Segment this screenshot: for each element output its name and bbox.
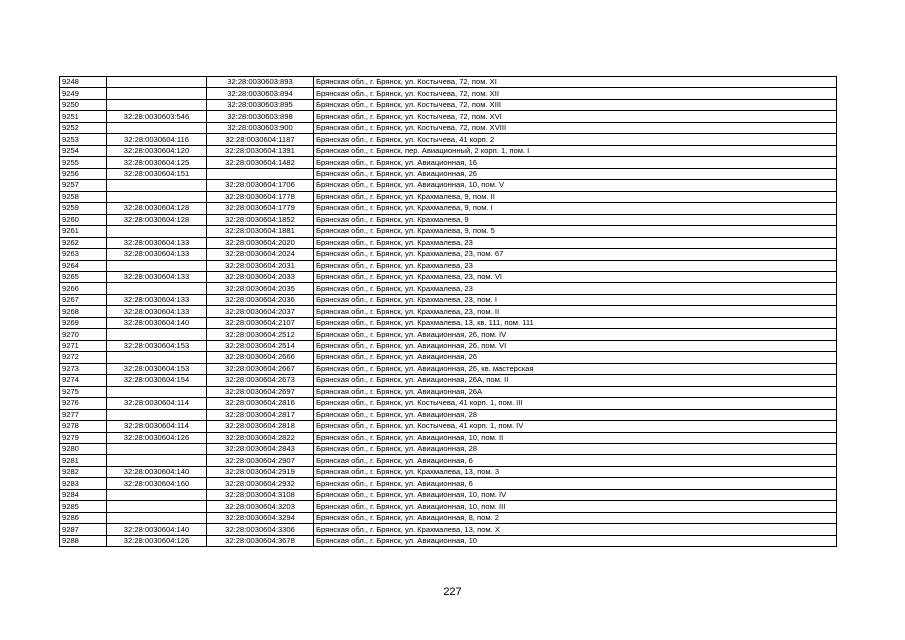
registry-table xyxy=(59,76,837,547)
cadastral-number-cell: 32:28:0030604:2033 xyxy=(207,271,314,282)
previous-cadastral-number-cell: 32:28:0030604:140 xyxy=(107,524,207,535)
address-cell: Брянская обл., г. Брянск, ул. Костычева, 72, пом. XIII xyxy=(314,99,837,110)
row-number-cell: 9286 xyxy=(60,512,107,523)
table-row xyxy=(60,168,837,179)
cadastral-number-cell: 32:28:0030604:2036 xyxy=(207,294,314,305)
cadastral-number-cell: 32:28:0030604:2843 xyxy=(207,444,314,455)
table-row xyxy=(60,375,837,386)
previous-cadastral-number-cell: 32:28:0030604:120 xyxy=(107,145,207,156)
previous-cadastral-number-cell xyxy=(107,99,207,110)
cadastral-number-cell: 32:28:0030603:894 xyxy=(207,88,314,99)
address-cell: Брянская обл., г. Брянск, ул. Крахмалева, 23 xyxy=(314,260,837,271)
previous-cadastral-number-cell: 32:28:0030604:114 xyxy=(107,421,207,432)
address-cell: Брянская обл., г. Брянск, ул. Авиационная, 10 xyxy=(314,535,837,546)
row-number-cell: 9278 xyxy=(60,421,107,432)
row-number-cell: 9248 xyxy=(60,77,107,88)
address-cell: Брянская обл., г. Брянск, ул. Костычева, 72, пом. XVI xyxy=(314,111,837,122)
previous-cadastral-number-cell: 32:28:0030604:140 xyxy=(107,466,207,477)
table-row xyxy=(60,501,837,512)
row-number-cell: 9266 xyxy=(60,283,107,294)
address-cell: Брянская обл., г. Брянск, пер. Авиационный, 2 корп. 1, пом. I xyxy=(314,145,837,156)
address-cell: Брянская обл., г. Брянск, ул. Крахмалева, 13, пом. X xyxy=(314,524,837,535)
cadastral-number-cell: 32:28:0030604:2919 xyxy=(207,466,314,477)
cadastral-number-cell: 32:28:0030604:2667 xyxy=(207,363,314,374)
previous-cadastral-number-cell xyxy=(107,329,207,340)
previous-cadastral-number-cell xyxy=(107,283,207,294)
row-number-cell: 9256 xyxy=(60,168,107,179)
address-cell: Брянская обл., г. Брянск, ул. Авиационная, 16 xyxy=(314,157,837,168)
previous-cadastral-number-cell: 32:28:0030604:153 xyxy=(107,340,207,351)
cadastral-number-cell: 32:28:0030604:2020 xyxy=(207,237,314,248)
address-cell: Брянская обл., г. Брянск, ул. Крахмалева, 23 xyxy=(314,283,837,294)
previous-cadastral-number-cell xyxy=(107,501,207,512)
cadastral-number-cell: 32:28:0030604:2512 xyxy=(207,329,314,340)
previous-cadastral-number-cell xyxy=(107,455,207,466)
table-row xyxy=(60,489,837,500)
address-cell: Брянская обл., г. Брянск, ул. Крахмалева, 13, кв. 111, пом. 111 xyxy=(314,317,837,328)
table-row xyxy=(60,455,837,466)
address-cell: Брянская обл., г. Брянск, ул. Авиационная, 28 xyxy=(314,444,837,455)
row-number-cell: 9265 xyxy=(60,271,107,282)
address-cell: Брянская обл., г. Брянск, ул. Крахмалева, 23, пом. VI xyxy=(314,271,837,282)
table-row xyxy=(60,466,837,477)
previous-cadastral-number-cell: 32:28:0030604:125 xyxy=(107,157,207,168)
address-cell: Брянская обл., г. Брянск, ул. Авиационная, 10, пом. IV xyxy=(314,489,837,500)
cadastral-number-cell: 32:28:0030604:1779 xyxy=(207,203,314,214)
previous-cadastral-number-cell xyxy=(107,88,207,99)
row-number-cell: 9284 xyxy=(60,489,107,500)
row-number-cell: 9252 xyxy=(60,122,107,133)
address-cell: Брянская обл., г. Брянск, ул. Авиационная, 26, пом. VI xyxy=(314,340,837,351)
cadastral-number-cell xyxy=(207,168,314,179)
table-row xyxy=(60,317,837,328)
cadastral-number-cell: 32:28:0030604:2907 xyxy=(207,455,314,466)
row-number-cell: 9283 xyxy=(60,478,107,489)
row-number-cell: 9249 xyxy=(60,88,107,99)
table-row xyxy=(60,134,837,145)
cadastral-number-cell: 32:28:0030604:1881 xyxy=(207,226,314,237)
table-row xyxy=(60,535,837,546)
table-row xyxy=(60,352,837,363)
address-cell: Брянская обл., г. Брянск, ул. Крахмалева, 23, пом. II xyxy=(314,306,837,317)
table-row xyxy=(60,294,837,305)
address-cell: Брянская обл., г. Брянск, ул. Авиационная, 10, пом. II xyxy=(314,432,837,443)
address-cell: Брянская обл., г. Брянск, ул. Костычева, 41 корп. 1, пом. III xyxy=(314,398,837,409)
row-number-cell: 9277 xyxy=(60,409,107,420)
table-row xyxy=(60,191,837,202)
cadastral-number-cell: 32:28:0030604:2932 xyxy=(207,478,314,489)
previous-cadastral-number-cell xyxy=(107,444,207,455)
table-row xyxy=(60,226,837,237)
cadastral-number-cell: 32:28:0030604:1778 xyxy=(207,191,314,202)
previous-cadastral-number-cell: 32:28:0030604:126 xyxy=(107,535,207,546)
address-cell: Брянская обл., г. Брянск, ул. Крахмалева, 9, пом. I xyxy=(314,203,837,214)
cadastral-number-cell: 32:28:0030603:900 xyxy=(207,122,314,133)
previous-cadastral-number-cell xyxy=(107,191,207,202)
row-number-cell: 9272 xyxy=(60,352,107,363)
table-row xyxy=(60,111,837,122)
row-number-cell: 9253 xyxy=(60,134,107,145)
cadastral-number-cell: 32:28:0030604:3678 xyxy=(207,535,314,546)
cadastral-number-cell: 32:28:0030604:2031 xyxy=(207,260,314,271)
table-row xyxy=(60,271,837,282)
table-row xyxy=(60,237,837,248)
table-row xyxy=(60,157,837,168)
previous-cadastral-number-cell xyxy=(107,226,207,237)
table-row xyxy=(60,363,837,374)
address-cell: Брянская обл., г. Брянск, ул. Крахмалева, 9 xyxy=(314,214,837,225)
previous-cadastral-number-cell xyxy=(107,260,207,271)
previous-cadastral-number-cell xyxy=(107,409,207,420)
row-number-cell: 9280 xyxy=(60,444,107,455)
row-number-cell: 9270 xyxy=(60,329,107,340)
row-number-cell: 9264 xyxy=(60,260,107,271)
cadastral-number-cell: 32:28:0030604:1706 xyxy=(207,180,314,191)
page-number: 227 xyxy=(443,586,462,598)
cadastral-number-cell: 32:28:0030604:2822 xyxy=(207,432,314,443)
row-number-cell: 9276 xyxy=(60,398,107,409)
row-number-cell: 9273 xyxy=(60,363,107,374)
row-number-cell: 9285 xyxy=(60,501,107,512)
cadastral-number-cell: 32:28:0030604:2037 xyxy=(207,306,314,317)
address-cell: Брянская обл., г. Брянск, ул. Авиационная, 26 xyxy=(314,168,837,179)
address-cell: Брянская обл., г. Брянск, ул. Крахмалева, 9, пом. II xyxy=(314,191,837,202)
address-cell: Брянская обл., г. Брянск, ул. Крахмалева, 23 xyxy=(314,237,837,248)
cadastral-number-cell: 32:28:0030604:1187 xyxy=(207,134,314,145)
address-cell: Брянская обл., г. Брянск, ул. Костычева, 41 корп. 2 xyxy=(314,134,837,145)
table-row xyxy=(60,214,837,225)
previous-cadastral-number-cell: 32:28:0030604:133 xyxy=(107,249,207,260)
address-cell: Брянская обл., г. Брянск, ул. Авиационная, 26, пом. IV xyxy=(314,329,837,340)
cadastral-number-cell: 32:28:0030604:2697 xyxy=(207,386,314,397)
previous-cadastral-number-cell xyxy=(107,352,207,363)
cadastral-number-cell: 32:28:0030604:1482 xyxy=(207,157,314,168)
cadastral-number-cell: 32:28:0030603:898 xyxy=(207,111,314,122)
cadastral-number-cell: 32:28:0030604:3203 xyxy=(207,501,314,512)
previous-cadastral-number-cell: 32:28:0030604:160 xyxy=(107,478,207,489)
table-row xyxy=(60,421,837,432)
previous-cadastral-number-cell: 32:28:0030604:128 xyxy=(107,203,207,214)
address-cell: Брянская обл., г. Брянск, ул. Крахмалева, 9, пом. 5 xyxy=(314,226,837,237)
previous-cadastral-number-cell: 32:28:0030604:154 xyxy=(107,375,207,386)
address-cell: Брянская обл., г. Брянск, ул. Костычева, 72, пом. XVIII xyxy=(314,122,837,133)
row-number-cell: 9287 xyxy=(60,524,107,535)
cadastral-number-cell: 32:28:0030604:3306 xyxy=(207,524,314,535)
row-number-cell: 9263 xyxy=(60,249,107,260)
address-cell: Брянская обл., г. Брянск, ул. Авиационная, 6 xyxy=(314,478,837,489)
address-cell: Брянская обл., г. Брянск, ул. Авиационная, 26 xyxy=(314,352,837,363)
previous-cadastral-number-cell: 32:28:0030604:126 xyxy=(107,432,207,443)
cadastral-number-cell: 32:28:0030603:893 xyxy=(207,77,314,88)
row-number-cell: 9251 xyxy=(60,111,107,122)
table-row xyxy=(60,88,837,99)
row-number-cell: 9274 xyxy=(60,375,107,386)
table-row xyxy=(60,444,837,455)
row-number-cell: 9275 xyxy=(60,386,107,397)
address-cell: Брянская обл., г. Брянск, ул. Авиационная, 10, пом. V xyxy=(314,180,837,191)
table-row xyxy=(60,386,837,397)
cadastral-number-cell: 32:28:0030603:895 xyxy=(207,99,314,110)
table-row xyxy=(60,145,837,156)
previous-cadastral-number-cell: 32:28:0030604:133 xyxy=(107,271,207,282)
row-number-cell: 9255 xyxy=(60,157,107,168)
table-row xyxy=(60,478,837,489)
row-number-cell: 9268 xyxy=(60,306,107,317)
previous-cadastral-number-cell xyxy=(107,489,207,500)
table-row xyxy=(60,524,837,535)
row-number-cell: 9261 xyxy=(60,226,107,237)
table-row xyxy=(60,409,837,420)
address-cell: Брянская обл., г. Брянск, ул. Авиационная, 10, пом. III xyxy=(314,501,837,512)
previous-cadastral-number-cell: 32:28:0030604:140 xyxy=(107,317,207,328)
cadastral-number-cell: 32:28:0030604:2816 xyxy=(207,398,314,409)
row-number-cell: 9282 xyxy=(60,466,107,477)
row-number-cell: 9254 xyxy=(60,145,107,156)
address-cell: Брянская обл., г. Брянск, ул. Крахмалева, 13, пом. 3 xyxy=(314,466,837,477)
address-cell: Брянская обл., г. Брянск, ул. Крахмалева, 23, пом. I xyxy=(314,294,837,305)
table-row xyxy=(60,329,837,340)
row-number-cell: 9279 xyxy=(60,432,107,443)
row-number-cell: 9271 xyxy=(60,340,107,351)
address-cell: Брянская обл., г. Брянск, ул. Авиационная, 8, пом. 2 xyxy=(314,512,837,523)
row-number-cell: 9281 xyxy=(60,455,107,466)
address-cell: Брянская обл., г. Брянск, ул. Костычева, 72, пом. XII xyxy=(314,88,837,99)
previous-cadastral-number-cell xyxy=(107,180,207,191)
previous-cadastral-number-cell: 32:28:0030604:116 xyxy=(107,134,207,145)
row-number-cell: 9260 xyxy=(60,214,107,225)
cadastral-number-cell: 32:28:0030604:2035 xyxy=(207,283,314,294)
previous-cadastral-number-cell: 32:28:0030604:114 xyxy=(107,398,207,409)
cadastral-number-cell: 32:28:0030604:2024 xyxy=(207,249,314,260)
table-row xyxy=(60,398,837,409)
table-row xyxy=(60,249,837,260)
cadastral-number-cell: 32:28:0030604:2666 xyxy=(207,352,314,363)
row-number-cell: 9288 xyxy=(60,535,107,546)
previous-cadastral-number-cell: 32:28:0030604:128 xyxy=(107,214,207,225)
table-row xyxy=(60,432,837,443)
row-number-cell: 9259 xyxy=(60,203,107,214)
previous-cadastral-number-cell: 32:28:0030604:151 xyxy=(107,168,207,179)
table-row xyxy=(60,283,837,294)
address-cell: Брянская обл., г. Брянск, ул. Авиационная, 28 xyxy=(314,409,837,420)
address-cell: Брянская обл., г. Брянск, ул. Авиационная, 6 xyxy=(314,455,837,466)
previous-cadastral-number-cell xyxy=(107,512,207,523)
previous-cadastral-number-cell xyxy=(107,386,207,397)
row-number-cell: 9267 xyxy=(60,294,107,305)
previous-cadastral-number-cell xyxy=(107,122,207,133)
table-row xyxy=(60,180,837,191)
row-number-cell: 9257 xyxy=(60,180,107,191)
row-number-cell: 9250 xyxy=(60,99,107,110)
row-number-cell: 9262 xyxy=(60,237,107,248)
address-cell: Брянская обл., г. Брянск, ул. Авиационная, 26А, пом. II xyxy=(314,375,837,386)
address-cell: Брянская обл., г. Брянск, ул. Крахмалева, 23, пом. 67 xyxy=(314,249,837,260)
cadastral-number-cell: 32:28:0030604:3294 xyxy=(207,512,314,523)
table-row xyxy=(60,122,837,133)
cadastral-number-cell: 32:28:0030604:2817 xyxy=(207,409,314,420)
cadastral-number-cell: 32:28:0030604:2673 xyxy=(207,375,314,386)
cadastral-number-cell: 32:28:0030604:3108 xyxy=(207,489,314,500)
table-row xyxy=(60,203,837,214)
previous-cadastral-number-cell: 32:28:0030604:133 xyxy=(107,306,207,317)
registry-table-body xyxy=(60,77,837,547)
previous-cadastral-number-cell: 32:28:0030604:153 xyxy=(107,363,207,374)
address-cell: Брянская обл., г. Брянск, ул. Костычева, 41 корп. 1, пом. IV xyxy=(314,421,837,432)
cadastral-number-cell: 32:28:0030604:1852 xyxy=(207,214,314,225)
address-cell: Брянская обл., г. Брянск, ул. Авиационная, 26, кв. мастерская xyxy=(314,363,837,374)
cadastral-number-cell: 32:28:0030604:1391 xyxy=(207,145,314,156)
table-row xyxy=(60,99,837,110)
row-number-cell: 9269 xyxy=(60,317,107,328)
row-number-cell: 9258 xyxy=(60,191,107,202)
previous-cadastral-number-cell: 32:28:0030604:133 xyxy=(107,294,207,305)
table-row xyxy=(60,260,837,271)
table-row xyxy=(60,340,837,351)
cadastral-number-cell: 32:28:0030604:2107 xyxy=(207,317,314,328)
cadastral-number-cell: 32:28:0030604:2514 xyxy=(207,340,314,351)
previous-cadastral-number-cell: 32:28:0030604:133 xyxy=(107,237,207,248)
table-row xyxy=(60,512,837,523)
previous-cadastral-number-cell: 32:28:0030603:546 xyxy=(107,111,207,122)
table-row xyxy=(60,306,837,317)
address-cell: Брянская обл., г. Брянск, ул. Костычева, 72, пом. XI xyxy=(314,77,837,88)
table-row xyxy=(60,77,837,88)
address-cell: Брянская обл., г. Брянск, ул. Авиационная, 26А xyxy=(314,386,837,397)
previous-cadastral-number-cell xyxy=(107,77,207,88)
cadastral-number-cell: 32:28:0030604:2818 xyxy=(207,421,314,432)
